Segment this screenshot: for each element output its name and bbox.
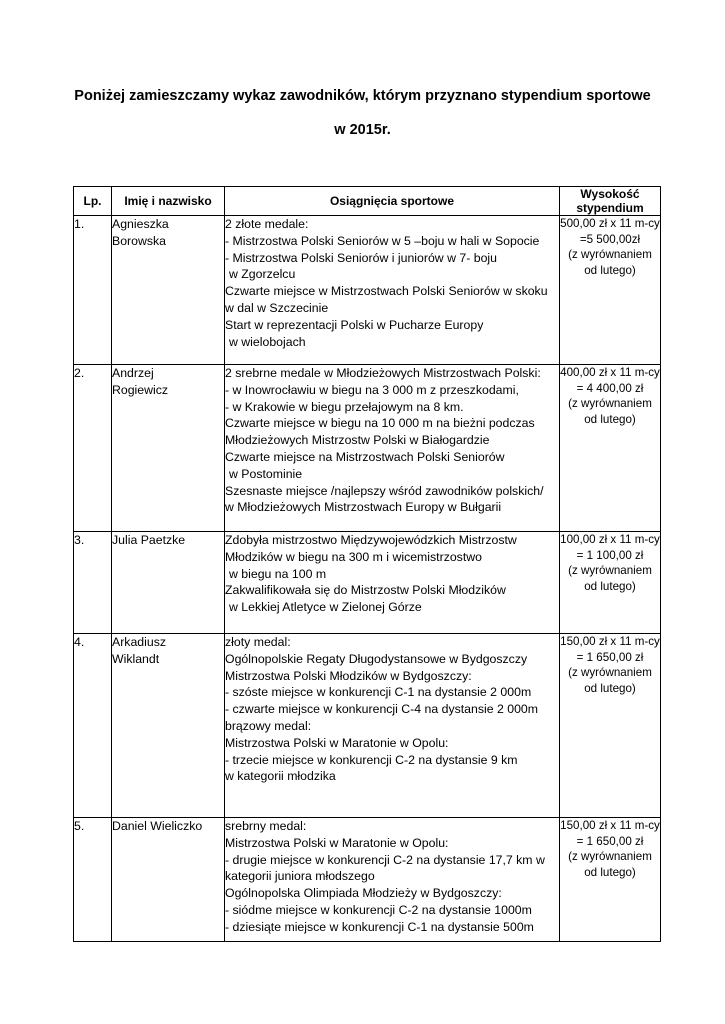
athlete-name-line: Borowska bbox=[112, 233, 166, 248]
amount-line: 400,00 zł x 11 m-cy bbox=[560, 366, 660, 379]
achievement-line: w Lekkiej Atletyce w Zielonej Górze bbox=[229, 600, 422, 615]
achievement-line: Mistrzostwa Polski w Maratonie w Opolu: bbox=[225, 835, 449, 850]
column-header-lp: Lp. bbox=[74, 187, 112, 216]
column-header-amount bbox=[560, 187, 661, 216]
table-row bbox=[74, 365, 661, 532]
athlete-name-line: Daniel Wieliczko bbox=[112, 819, 203, 833]
achievement-line: w kategorii młodzika bbox=[225, 769, 336, 784]
column-header-achievements: Osiągnięcia sportowe bbox=[225, 187, 560, 216]
achievement-line: srebrny medal: bbox=[225, 819, 307, 833]
achievement-line: Młodzików w biegu na 300 m i wicemistrzostwo bbox=[225, 549, 482, 564]
athlete-name bbox=[112, 818, 225, 942]
athlete-name-line: Wiklandt bbox=[112, 651, 160, 666]
achievement-line: - drugie miejsce w konkurencji C-2 na dystansie 17,7 km w bbox=[225, 852, 545, 867]
achievement-line: - w Krakowie w biegu przełajowym na 8 km. bbox=[225, 399, 464, 414]
athlete-name bbox=[112, 634, 225, 818]
achievement-line: w dal w Szczecinie bbox=[225, 300, 329, 315]
amount-line: od lutego) bbox=[584, 412, 636, 426]
row-number: 1. bbox=[74, 216, 112, 365]
achievement-line: złoty medal: bbox=[225, 635, 291, 649]
achievement-line: - siódme miejsce w konkurencji C-2 na dystansie 1000m bbox=[225, 902, 532, 917]
scholarship-amount bbox=[560, 216, 661, 365]
document-year: w 2015r. bbox=[334, 122, 391, 138]
amount-line: = 1 100,00 zł bbox=[576, 548, 644, 562]
achievement-line: Czwarte miejsce w Mistrzostwach Polski Seniorów w skoku bbox=[225, 284, 548, 299]
athlete-name-line: Agnieszka bbox=[112, 217, 169, 231]
achievement-line: Zakwalifikowała się do Mistrzostw Polski Młodzików bbox=[225, 583, 506, 598]
achievement-line: Młodzieżowych Mistrzostw Polski w Białogardzie bbox=[225, 433, 490, 448]
achievement-line: Szesnaste miejsce /najlepszy wśród zawodników polskich/ bbox=[225, 483, 544, 498]
amount-line: = 1 650,00 zł bbox=[576, 834, 644, 848]
column-header-amount-line: Wysokość bbox=[580, 187, 640, 201]
scholarship-amount bbox=[560, 532, 661, 634]
amount-line: = 1 650,00 zł bbox=[576, 650, 644, 664]
achievement-line: Ogólnopolskie Regaty Długodystansowe w Bydgoszczy bbox=[225, 651, 528, 666]
achievement-line: Ogólnopolska Olimpiada Młodzieży w Bydgoszczy: bbox=[225, 886, 502, 901]
achievements-cell bbox=[225, 634, 560, 818]
amount-line: od lutego) bbox=[584, 263, 636, 277]
achievement-line: Mistrzostwa Polski Młodzików w Bydgoszczy: bbox=[225, 668, 472, 683]
achievement-line: w Młodzieżowych Mistrzostwach Europy w Bułgarii bbox=[225, 500, 502, 515]
achievement-line: - Mistrzostwa Polski Seniorów w 5 –boju w hali w Sopocie bbox=[225, 233, 540, 248]
row-number: 3. bbox=[74, 532, 112, 634]
achievement-line: Start w reprezentacji Polski w Pucharze Europy bbox=[225, 317, 484, 332]
athlete-name bbox=[112, 216, 225, 365]
achievement-line: 2 srebrne medale w Młodzieżowych Mistrzostwach Polski: bbox=[225, 366, 541, 380]
amount-line: od lutego) bbox=[584, 681, 636, 695]
scholarship-amount bbox=[560, 634, 661, 818]
achievement-line: Mistrzostwa Polski w Maratonie w Opolu: bbox=[225, 735, 449, 750]
amount-line: od lutego) bbox=[584, 579, 636, 593]
achievement-line: - czwarte miejsce w konkurencji C-4 na dystansie 2 000m bbox=[225, 702, 539, 717]
amount-line: 100,00 zł x 11 m-cy bbox=[560, 533, 660, 546]
amount-line: (z wyrównaniem bbox=[568, 248, 652, 262]
table-row bbox=[74, 818, 661, 942]
row-number: 5. bbox=[74, 818, 112, 942]
achievement-line: w biegu na 100 m bbox=[229, 566, 327, 581]
achievement-line: 2 złote medale: bbox=[225, 217, 309, 231]
achievement-line: Czwarte miejsce na Mistrzostwach Polski Seniorów bbox=[225, 449, 505, 464]
achievement-line: kategorii juniora młodszego bbox=[225, 869, 375, 884]
column-header-amount-line: stypendium bbox=[576, 201, 644, 215]
achievements-cell bbox=[225, 532, 560, 634]
achievement-line: brązowy medal: bbox=[225, 718, 312, 733]
row-number: 4. bbox=[74, 634, 112, 818]
achievements-cell bbox=[225, 365, 560, 532]
column-header-name: Imię i nazwisko bbox=[112, 187, 225, 216]
athlete-name-line: Rogiewicz bbox=[112, 382, 169, 397]
amount-line: (z wyrównaniem bbox=[568, 564, 652, 578]
achievement-line: - trzecie miejsce w konkurencji C-2 na dystansie 9 km bbox=[225, 752, 518, 767]
athlete-name bbox=[112, 532, 225, 634]
amount-line: od lutego) bbox=[584, 865, 636, 879]
amount-line: (z wyrównaniem bbox=[568, 666, 652, 680]
amount-line: =5 500,00zł bbox=[579, 232, 641, 246]
achievement-line: - w Inowrocławiu w biegu na 3 000 m z przeszkodami, bbox=[225, 382, 519, 397]
table-row bbox=[74, 634, 661, 818]
document-title: Poniżej zamieszczamy wykaz zawodników, którym przyznano stypendium sportowe bbox=[74, 88, 651, 104]
athlete-name-line: Arkadiusz bbox=[112, 635, 166, 649]
amount-line: 150,00 zł x 11 m-cy bbox=[560, 819, 660, 832]
athlete-name-line: Andrzej bbox=[112, 366, 154, 380]
scholarship-amount bbox=[560, 818, 661, 942]
achievement-line: w Zgorzelcu bbox=[229, 267, 296, 282]
achievement-line: - szóste miejsce w konkurencji C-1 na dystansie 2 000m bbox=[225, 685, 532, 700]
amount-line: (z wyrównaniem bbox=[568, 850, 652, 864]
achievement-line: w Postominie bbox=[229, 466, 303, 481]
table-row bbox=[74, 216, 661, 365]
amount-line: = 4 400,00 zł bbox=[576, 381, 644, 395]
row-number: 2. bbox=[74, 365, 112, 532]
table-header-row bbox=[74, 187, 661, 216]
athlete-name bbox=[112, 365, 225, 532]
scholarship-amount bbox=[560, 365, 661, 532]
athlete-name-line: Julia Paetzke bbox=[112, 533, 186, 547]
achievement-line: - dziesiąte miejsce w konkurencji C-1 na dystansie 500m bbox=[225, 919, 534, 934]
achievement-line: Zdobyła mistrzostwo Międzywojewódzkich Mistrzostw bbox=[225, 533, 517, 547]
amount-line: (z wyrównaniem bbox=[568, 397, 652, 411]
amount-line: 500,00 zł x 11 m-cy bbox=[560, 217, 660, 230]
scholarship-table bbox=[73, 186, 661, 942]
achievement-line: w wielobojach bbox=[229, 334, 306, 349]
achievement-line: Czwarte miejsce w biegu na 10 000 m na bieżni podczas bbox=[225, 416, 535, 431]
amount-line: 150,00 zł x 11 m-cy bbox=[560, 635, 660, 648]
achievements-cell bbox=[225, 216, 560, 365]
achievement-line: - Mistrzostwa Polski Seniorów i juniorów w 7- boju bbox=[225, 250, 497, 265]
achievements-cell bbox=[225, 818, 560, 942]
table-row bbox=[74, 532, 661, 634]
